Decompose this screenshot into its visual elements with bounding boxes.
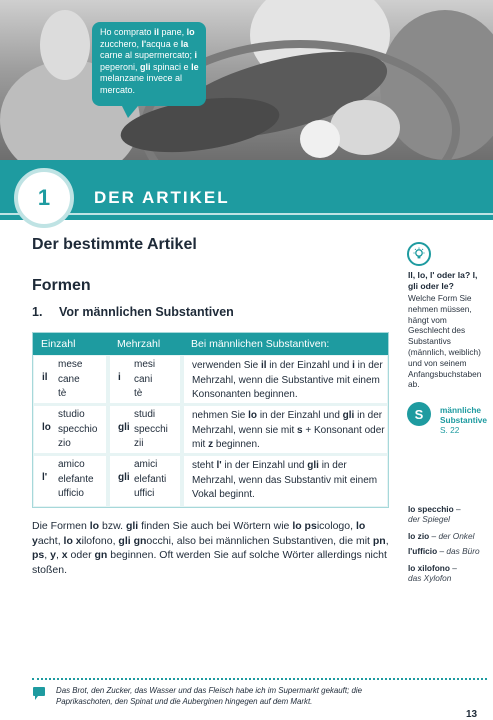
vocab-item: lo xilofono – das Xylofon bbox=[408, 563, 457, 584]
section-heading: Formen bbox=[32, 277, 91, 294]
pl-word: cani bbox=[134, 373, 153, 385]
lightbulb-icon bbox=[407, 242, 431, 266]
pl-article: gli bbox=[118, 472, 130, 483]
pl-article: i bbox=[118, 372, 121, 383]
sg-word: tè bbox=[58, 388, 67, 399]
subsection-heading bbox=[32, 305, 234, 319]
sg-article: il bbox=[42, 372, 48, 383]
pl-word: specchi bbox=[134, 423, 168, 435]
page-number: 13 bbox=[466, 709, 478, 720]
chapter-title: DER ARTIKEL bbox=[94, 188, 230, 207]
table-header bbox=[33, 333, 388, 355]
body-paragraph: Die Formen lo bzw. gli finden Sie auch bei Wörtern wie lo psicologo, lo yacht, lo xilofono, gli gnocchi, also bei männlichen Substantiven, die mit pn, ps, y, x oder gn beginnen. Oft werden Sie auf solche Wörter allerdings nicht stoßen. bbox=[32, 520, 389, 576]
header-photo bbox=[0, 0, 493, 160]
header-einzahl: Einzahl bbox=[41, 338, 76, 350]
vocab-item: lo zio – der Onkel bbox=[408, 531, 475, 541]
sg-word: elefante bbox=[58, 473, 94, 485]
article-table bbox=[32, 332, 389, 508]
page-heading: Der bestimmte Artikel bbox=[32, 236, 197, 253]
rule-text: steht l' in der Einzahl und gli in der Mehrzahl, wenn das Substantiv mit einem Vokal beginnt. bbox=[192, 460, 378, 500]
sg-word: amico bbox=[58, 459, 85, 470]
reference-page: S. 22 bbox=[440, 425, 460, 436]
table-row bbox=[33, 456, 388, 504]
sg-word: specchio bbox=[58, 423, 98, 435]
header-rule: Bei männlichen Substantiven: bbox=[191, 338, 330, 350]
sg-article: lo bbox=[42, 422, 51, 433]
cross-reference-link[interactable] bbox=[440, 405, 490, 436]
sg-word: mese bbox=[58, 359, 83, 370]
tip-text: Welche Form Sie nehmen müssen, hängt vom Geschlecht des Substantivs (männlich, weiblich) und von seinem Anfangsbuchstaben ab. bbox=[408, 293, 482, 390]
sg-word: cane bbox=[58, 373, 80, 385]
footer-divider bbox=[32, 678, 487, 680]
pl-word: studi bbox=[134, 409, 156, 420]
table-row bbox=[33, 406, 388, 454]
pl-word: tè bbox=[134, 388, 143, 399]
subsection-title: Vor männlichen Substantiven bbox=[59, 305, 234, 319]
speech-bubble-icon bbox=[33, 687, 45, 696]
sg-article: l' bbox=[42, 472, 48, 483]
speech-bubble bbox=[92, 22, 206, 106]
subsection-number: 1. bbox=[32, 305, 43, 319]
pl-word: zii bbox=[134, 438, 144, 449]
pl-article: gli bbox=[118, 422, 130, 433]
table-row bbox=[33, 356, 388, 404]
tip-question: Il, lo, l' oder la? I, gli oder le? bbox=[408, 270, 478, 291]
header-mehrzahl: Mehrzahl bbox=[117, 338, 161, 350]
sg-word: zio bbox=[58, 438, 71, 449]
vocab-item: lo specchio – der Spiegel bbox=[408, 504, 461, 525]
pl-word: mesi bbox=[134, 359, 156, 370]
vocab-item: l'ufficio – das Büro bbox=[408, 546, 480, 556]
sg-word: ufficio bbox=[58, 488, 84, 499]
chapter-band bbox=[0, 160, 493, 220]
rule-text: nehmen Sie lo in der Einzahl und gli in der Mehrzahl, wenn sie mit s + Konsonant oder mit z beginnen. bbox=[192, 410, 385, 450]
rule-text: verwenden Sie il in der Einzahl und i in der Mehrzahl, wenn die Substantive mit einem Konsonanten beginnen. bbox=[192, 360, 383, 400]
reference-title: männliche Substantive bbox=[440, 405, 488, 426]
pl-word: uffici bbox=[134, 488, 155, 499]
sg-word: studio bbox=[58, 409, 85, 420]
speech-bubble-text: Ho comprato il pane, lo zucchero, l'acqua e la carne al supermercato; i peperoni, gli spinaci e le melanzane invece al mercato. bbox=[100, 27, 199, 95]
pl-word: amici bbox=[134, 459, 158, 470]
footer-translation: Das Brot, den Zucker, das Wasser und das Fleisch habe ich im Supermarkt gekauft; die Paprikaschoten, den Spinat und die Auberginen hingegen auf dem Markt. bbox=[56, 686, 362, 706]
reference-icon: S bbox=[407, 402, 431, 426]
chapter-number: 1 bbox=[14, 168, 74, 228]
pl-word: elefanti bbox=[134, 473, 167, 485]
